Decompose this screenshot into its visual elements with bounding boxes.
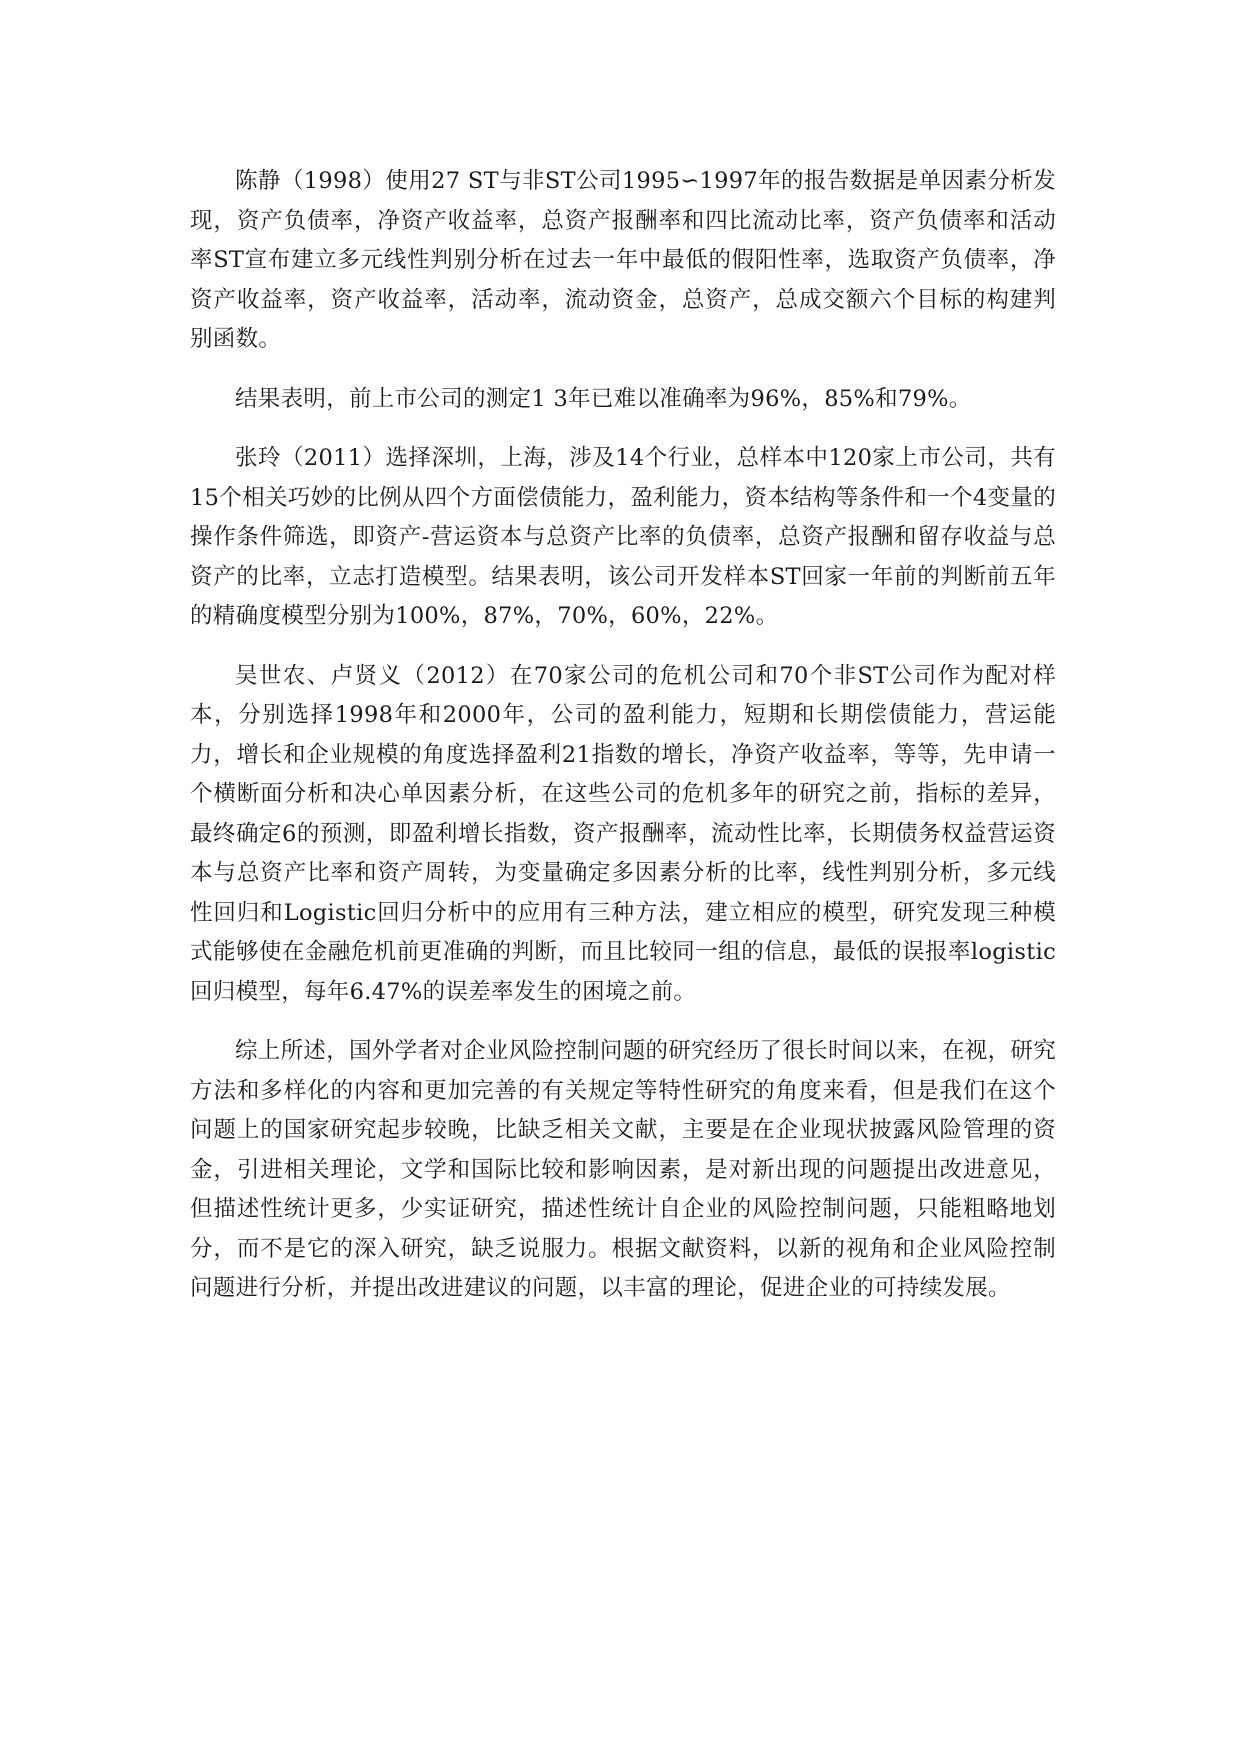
paragraph-chen-jing: 陈静（1998）使用27 ST与非ST公司1995∽1997年的报告数据是单因素分析发现，资产负债率，净资产收益率，总资产报酬率和四比流动比率，资产负债率和活动率ST宣布建立多元线性判别分析在过去一年中最低的假阳性率，选取资产负债率，净资产收益率，资产收益率，活动率，流动资金，总资产，总成交额六个目标的构建判别函数。 xyxy=(190,168,1056,352)
paragraph-summary: 综上所述，国外学者对企业风险控制问题的研究经历了很长时间以来，在视，研究方法和多样化的内容和更加完善的有关规定等特性研究的角度来看，但是我们在这个问题上的国家研究起步较晚，比缺乏相关文献，主要是在企业现状披露风险管理的资金，引进相关理论，文学和国际比较和影响因素，是对新出现的问题提出改进意见，但描述性统计更多，少实证研究，描述性统计自企业的风险控制问题，只能粗略地划分，而不是它的深入研究，缺乏说服力。根据文献资料，以新的视角和企业风险控制问题进行分析，并提出改进建议的问题，以丰富的理论，促进企业的可持续发展。 xyxy=(190,1038,1056,1301)
paragraph-results: 结果表明，前上市公司的测定1 3年已难以准确率为96%，85%和79%。 xyxy=(235,385,972,412)
paragraph-wu-shinong: 吴世农、卢贤义（2012）在70家公司的危机公司和70个非ST公司作为配对样本，分别选择1998年和2000年，公司的盈利能力，短期和长期偿债能力，营运能力，增长和企业规模的角度选择盈利21指数的增长，净资产收益率，等等，先申请一个横断面分析和决心单因素分析，在这些公司的危机多年的研究之前，指标的差异，最终确定6的预测，即盈利增长指数，资产报酬率，流动性比率，长期债务权益营运资本与总资产比率和资产周转，为变量确定多因素分析的比率，线性判别分析，多元线性回归和Logistic回归分析中的应用有三种方法，建立相应的模型，研究发现三种模式能够使在金融危机前更准确的判断，而且比较同一组的信息，最低的误报率logistic回归模型，每年6.47%的误差率发生的困境之前。 xyxy=(190,662,1056,1005)
document-body xyxy=(190,162,1056,1329)
paragraph-zhang-ling: 张玲（2011）选择深圳，上海，涉及14个行业，总样本中120家上市公司，共有15个相关巧妙的比例从四个方面偿债能力，盈利能力，资本结构等条件和一个4变量的操作条件筛选，即资产-营运资本与总资产比率的负债率，总资产报酬和留存收益与总资产的比率，立志打造模型。结果表明，该公司开发样本ST回家一年前的判断前五年的精确度模型分别为100%，87%，70%，60%，22%。 xyxy=(190,445,1056,629)
